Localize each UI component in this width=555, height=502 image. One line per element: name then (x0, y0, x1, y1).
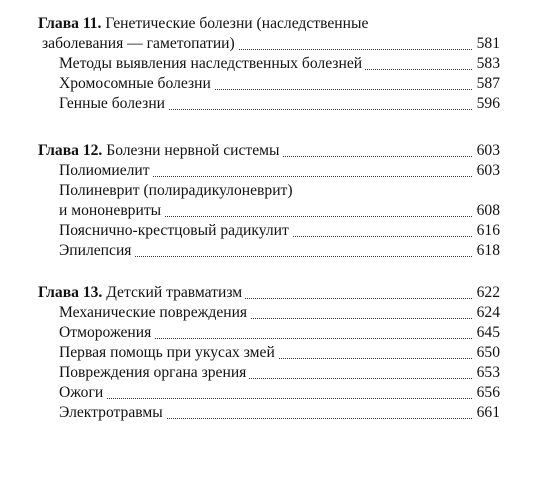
entry-title: Электротравмы (59, 404, 166, 421)
toc-entry (59, 161, 500, 181)
page-number: 653 (473, 363, 500, 383)
toc-chapter-heading (38, 141, 500, 161)
toc-entry (59, 303, 500, 323)
page-number: 622 (473, 283, 500, 303)
chapter-title: Детский травматизм (106, 284, 243, 301)
chapter-label: Глава 11. (38, 15, 102, 32)
chapter-label: Глава 12. (38, 142, 103, 159)
page-number: 661 (473, 403, 500, 423)
page-number: 650 (473, 343, 500, 363)
toc-chapter-11 (38, 14, 500, 114)
toc-entry (59, 241, 500, 261)
toc-chapter-heading-cont (42, 34, 500, 54)
page-number: 645 (473, 323, 500, 343)
entry-title-cont: и мононевриты (59, 202, 164, 219)
toc-chapter-heading (38, 14, 500, 34)
toc-chapter-12 (38, 141, 500, 261)
toc-chapter-13 (38, 283, 500, 423)
chapter-title: Болезни нервной системы (106, 142, 280, 159)
toc-entry (59, 383, 500, 403)
chapter-title: Генетические болезни (наследственные (105, 15, 369, 32)
entry-title: Хромосомные болезни (59, 75, 214, 92)
toc-entry-cont (59, 201, 500, 221)
page-number: 596 (473, 94, 500, 114)
entry-title: Полиневрит (полирадикулоневрит) (59, 182, 296, 199)
entry-title: Отморожения (59, 324, 154, 341)
entry-title: Механические повреждения (59, 304, 250, 321)
entry-title: Повреждения органа зрения (59, 364, 249, 381)
page-number: 624 (473, 303, 500, 323)
page-number: 603 (473, 161, 500, 181)
page-number: 587 (473, 74, 500, 94)
entry-title: Эпилепсия (59, 242, 134, 259)
entry-title: Первая помощь при укусах змей (59, 344, 278, 361)
toc-entry (59, 94, 500, 114)
toc-entry (59, 363, 500, 383)
chapter-title-cont: заболевания — гаметопатии) (42, 35, 238, 52)
toc-entry (59, 181, 500, 201)
toc-entry (59, 54, 500, 74)
toc-entry (59, 221, 500, 241)
entry-title: Ожоги (59, 384, 106, 401)
page-number: 581 (473, 34, 500, 54)
page-number: 656 (473, 383, 500, 403)
entry-title: Генные болезни (59, 95, 168, 112)
toc-chapter-heading (38, 283, 500, 303)
entry-title: Пояснично-крестцовый радикулит (59, 222, 292, 239)
page-number: 616 (473, 221, 500, 241)
page-number: 608 (473, 201, 500, 221)
toc-entry (59, 74, 500, 94)
page-number: 618 (473, 241, 500, 261)
entry-title: Полиомиелит (59, 162, 153, 179)
page-number: 603 (473, 141, 500, 161)
leader-dots (59, 398, 500, 399)
toc-entry (59, 323, 500, 343)
toc-entry (59, 343, 500, 363)
entry-title: Методы выявления наследственных болезней (59, 55, 365, 72)
chapter-label: Глава 13. (38, 284, 103, 301)
toc-entry (59, 403, 500, 423)
page-number: 583 (473, 54, 500, 74)
